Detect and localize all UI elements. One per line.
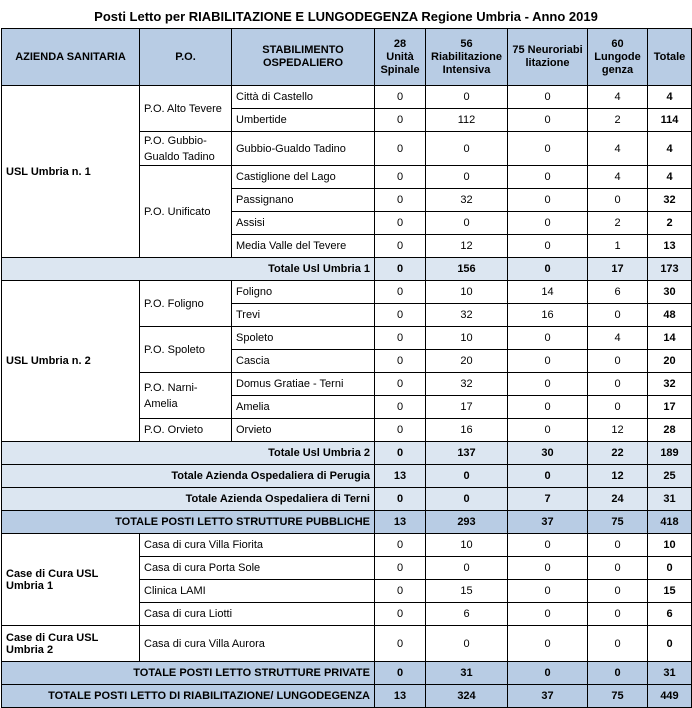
stabilimento-cell: Domus Gratiae - Terni: [232, 373, 375, 396]
total-cell: 17: [648, 396, 692, 419]
value-cell: 0: [508, 132, 588, 166]
table-row: [2, 534, 692, 557]
value-cell: 0: [375, 626, 426, 662]
total-cell: 25: [648, 465, 692, 488]
stabilimento-cell: Trevi: [232, 304, 375, 327]
stabilimento-cell: Umbertide: [232, 109, 375, 132]
value-cell: 0: [375, 281, 426, 304]
stabilimento-cell: Cascia: [232, 350, 375, 373]
header-row: [2, 29, 692, 86]
po-cell: P.O. Unificato: [140, 166, 232, 258]
value-cell: 0: [588, 662, 648, 685]
value-cell: 4: [588, 132, 648, 166]
value-cell: 0: [426, 626, 508, 662]
stabilimento-cell: Casa di cura Porta Sole: [140, 557, 375, 580]
value-cell: 0: [375, 189, 426, 212]
value-cell: 0: [508, 212, 588, 235]
value-cell: 0: [375, 166, 426, 189]
value-cell: 0: [508, 580, 588, 603]
value-cell: 15: [426, 580, 508, 603]
total-cell: 15: [648, 580, 692, 603]
value-cell: 0: [426, 488, 508, 511]
value-cell: 4: [588, 86, 648, 109]
value-cell: 0: [508, 109, 588, 132]
value-cell: 0: [375, 662, 426, 685]
value-cell: 0: [375, 109, 426, 132]
value-cell: 0: [375, 488, 426, 511]
stabilimento-cell: Gubbio-Gualdo Tadino: [232, 132, 375, 166]
value-cell: 0: [426, 212, 508, 235]
value-cell: 10: [426, 281, 508, 304]
value-cell: 12: [588, 465, 648, 488]
value-cell: 0: [588, 534, 648, 557]
po-cell: P.O. Spoleto: [140, 327, 232, 373]
total-cell: 30: [648, 281, 692, 304]
value-cell: 0: [588, 603, 648, 626]
value-cell: 0: [508, 419, 588, 442]
value-cell: 0: [508, 603, 588, 626]
value-cell: 0: [426, 557, 508, 580]
value-cell: 0: [375, 212, 426, 235]
value-cell: 0: [508, 396, 588, 419]
value-cell: 32: [426, 373, 508, 396]
header-c60: 60 Lungode genza: [588, 29, 648, 86]
value-cell: 4: [588, 166, 648, 189]
value-cell: 1: [588, 235, 648, 258]
value-cell: 0: [588, 557, 648, 580]
table-row: [2, 626, 692, 662]
value-cell: 13: [375, 511, 426, 534]
value-cell: 0: [508, 373, 588, 396]
stabilimento-cell: Assisi: [232, 212, 375, 235]
total-cell: 4: [648, 166, 692, 189]
value-cell: 0: [375, 580, 426, 603]
total-cell: 449: [648, 685, 692, 708]
stabilimento-cell: Città di Castello: [232, 86, 375, 109]
stabilimento-cell: Spoleto: [232, 327, 375, 350]
value-cell: 32: [426, 304, 508, 327]
value-cell: 31: [426, 662, 508, 685]
value-cell: 137: [426, 442, 508, 465]
value-cell: 0: [508, 86, 588, 109]
value-cell: 4: [588, 327, 648, 350]
subtotal-row: [2, 488, 692, 511]
value-cell: 13: [375, 685, 426, 708]
value-cell: 13: [375, 465, 426, 488]
value-cell: 0: [508, 626, 588, 662]
stabilimento-cell: Casa di cura Liotti: [140, 603, 375, 626]
value-cell: 24: [588, 488, 648, 511]
value-cell: 0: [426, 132, 508, 166]
stabilimento-cell: Foligno: [232, 281, 375, 304]
total-cell: 189: [648, 442, 692, 465]
grand-total-row: [2, 685, 692, 708]
total-cell: 10: [648, 534, 692, 557]
po-cell: P.O. Alto Tevere: [140, 86, 232, 132]
subtotal-row: [2, 258, 692, 281]
grand-total-row: [2, 662, 692, 685]
value-cell: 0: [375, 603, 426, 626]
stabilimento-cell: Orvieto: [232, 419, 375, 442]
beds-table: [1, 28, 692, 708]
value-cell: 0: [426, 86, 508, 109]
total-cell: 173: [648, 258, 692, 281]
value-cell: 0: [375, 442, 426, 465]
total-cell: 0: [648, 557, 692, 580]
value-cell: 0: [375, 350, 426, 373]
stabilimento-cell: Media Valle del Tevere: [232, 235, 375, 258]
total-cell: 13: [648, 235, 692, 258]
value-cell: 0: [508, 662, 588, 685]
subtotal-label: Totale Azienda Ospedaliera di Terni: [2, 488, 375, 511]
value-cell: 22: [588, 442, 648, 465]
total-cell: 31: [648, 662, 692, 685]
value-cell: 293: [426, 511, 508, 534]
header-po: P.O.: [140, 29, 232, 86]
total-cell: 4: [648, 132, 692, 166]
po-cell: P.O. Narni-Amelia: [140, 373, 232, 419]
header-totale: Totale: [648, 29, 692, 86]
value-cell: 0: [508, 189, 588, 212]
subtotal-label: Totale Usl Umbria 1: [2, 258, 375, 281]
header-azienda: AZIENDA SANITARIA: [2, 29, 140, 86]
value-cell: 17: [426, 396, 508, 419]
po-cell: P.O. Orvieto: [140, 419, 232, 442]
value-cell: 20: [426, 350, 508, 373]
value-cell: 6: [588, 281, 648, 304]
value-cell: 37: [508, 511, 588, 534]
stabilimento-cell: Clinica LAMI: [140, 580, 375, 603]
value-cell: 0: [375, 86, 426, 109]
stabilimento-cell: Casa di cura Villa Fiorita: [140, 534, 375, 557]
value-cell: 10: [426, 534, 508, 557]
value-cell: 16: [508, 304, 588, 327]
total-cell: 32: [648, 373, 692, 396]
azienda-cell: Case di Cura USL Umbria 2: [2, 626, 140, 662]
value-cell: 30: [508, 442, 588, 465]
value-cell: 0: [588, 396, 648, 419]
po-cell: P.O. Foligno: [140, 281, 232, 327]
total-cell: 4: [648, 86, 692, 109]
value-cell: 10: [426, 327, 508, 350]
subtotal-row: [2, 442, 692, 465]
value-cell: 0: [508, 350, 588, 373]
value-cell: 0: [375, 235, 426, 258]
value-cell: 0: [375, 132, 426, 166]
value-cell: 0: [508, 258, 588, 281]
value-cell: 37: [508, 685, 588, 708]
value-cell: 0: [375, 258, 426, 281]
total-cell: 114: [648, 109, 692, 132]
value-cell: 0: [375, 557, 426, 580]
value-cell: 2: [588, 212, 648, 235]
azienda-cell: USL Umbria n. 1: [2, 86, 140, 258]
value-cell: 0: [375, 304, 426, 327]
value-cell: 0: [508, 465, 588, 488]
value-cell: 0: [375, 534, 426, 557]
table-row: [2, 281, 692, 304]
subtotal-row: [2, 465, 692, 488]
value-cell: 0: [588, 626, 648, 662]
value-cell: 0: [426, 166, 508, 189]
header-c28: 28 Unità Spinale: [375, 29, 426, 86]
value-cell: 0: [588, 350, 648, 373]
value-cell: 0: [426, 465, 508, 488]
total-cell: 14: [648, 327, 692, 350]
stabilimento-cell: Castiglione del Lago: [232, 166, 375, 189]
value-cell: 0: [508, 557, 588, 580]
azienda-cell: USL Umbria n. 2: [2, 281, 140, 442]
value-cell: 0: [508, 235, 588, 258]
header-c56: 56 Riabilitazione Intensiva: [426, 29, 508, 86]
value-cell: 7: [508, 488, 588, 511]
value-cell: 324: [426, 685, 508, 708]
total-cell: 31: [648, 488, 692, 511]
value-cell: 0: [508, 327, 588, 350]
total-cell: 0: [648, 626, 692, 662]
value-cell: 75: [588, 685, 648, 708]
value-cell: 2: [588, 109, 648, 132]
po-cell: P.O. Gubbio-Gualdo Tadino: [140, 132, 232, 166]
value-cell: 75: [588, 511, 648, 534]
total-cell: 48: [648, 304, 692, 327]
subtotal-label: Totale Azienda Ospedaliera di Perugia: [2, 465, 375, 488]
value-cell: 12: [588, 419, 648, 442]
value-cell: 32: [426, 189, 508, 212]
total-cell: 20: [648, 350, 692, 373]
total-cell: 6: [648, 603, 692, 626]
value-cell: 16: [426, 419, 508, 442]
value-cell: 0: [588, 580, 648, 603]
value-cell: 0: [588, 304, 648, 327]
stabilimento-cell: Passignano: [232, 189, 375, 212]
value-cell: 0: [375, 419, 426, 442]
value-cell: 0: [508, 166, 588, 189]
grand-total-label: TOTALE POSTI LETTO STRUTTURE PRIVATE: [2, 662, 375, 685]
total-cell: 28: [648, 419, 692, 442]
value-cell: 0: [588, 189, 648, 212]
total-cell: 418: [648, 511, 692, 534]
stabilimento-cell: Amelia: [232, 396, 375, 419]
value-cell: 0: [375, 396, 426, 419]
value-cell: 0: [375, 327, 426, 350]
value-cell: 14: [508, 281, 588, 304]
value-cell: 112: [426, 109, 508, 132]
header-c75: 75 Neuroriabi litazione: [508, 29, 588, 86]
value-cell: 12: [426, 235, 508, 258]
value-cell: 0: [508, 534, 588, 557]
stabilimento-cell: Casa di cura Villa Aurora: [140, 626, 375, 662]
table-title: Posti Letto per RIABILITAZIONE E LUNGODEGENZA Regione Umbria - Anno 2019: [94, 9, 598, 24]
grand-total-label: TOTALE POSTI LETTO STRUTTURE PUBBLICHE: [2, 511, 375, 534]
total-cell: 32: [648, 189, 692, 212]
subtotal-label: Totale Usl Umbria 2: [2, 442, 375, 465]
table-row: [2, 86, 692, 109]
grand-total-row: [2, 511, 692, 534]
value-cell: 0: [588, 373, 648, 396]
azienda-cell: Case di Cura USL Umbria 1: [2, 534, 140, 626]
value-cell: 17: [588, 258, 648, 281]
value-cell: 6: [426, 603, 508, 626]
value-cell: 0: [375, 373, 426, 396]
header-stabilimento: STABILIMENTO OSPEDALIERO: [232, 29, 375, 86]
grand-total-label: TOTALE POSTI LETTO DI RIABILITAZIONE/ LUNGODEGENZA: [2, 685, 375, 708]
total-cell: 2: [648, 212, 692, 235]
value-cell: 156: [426, 258, 508, 281]
